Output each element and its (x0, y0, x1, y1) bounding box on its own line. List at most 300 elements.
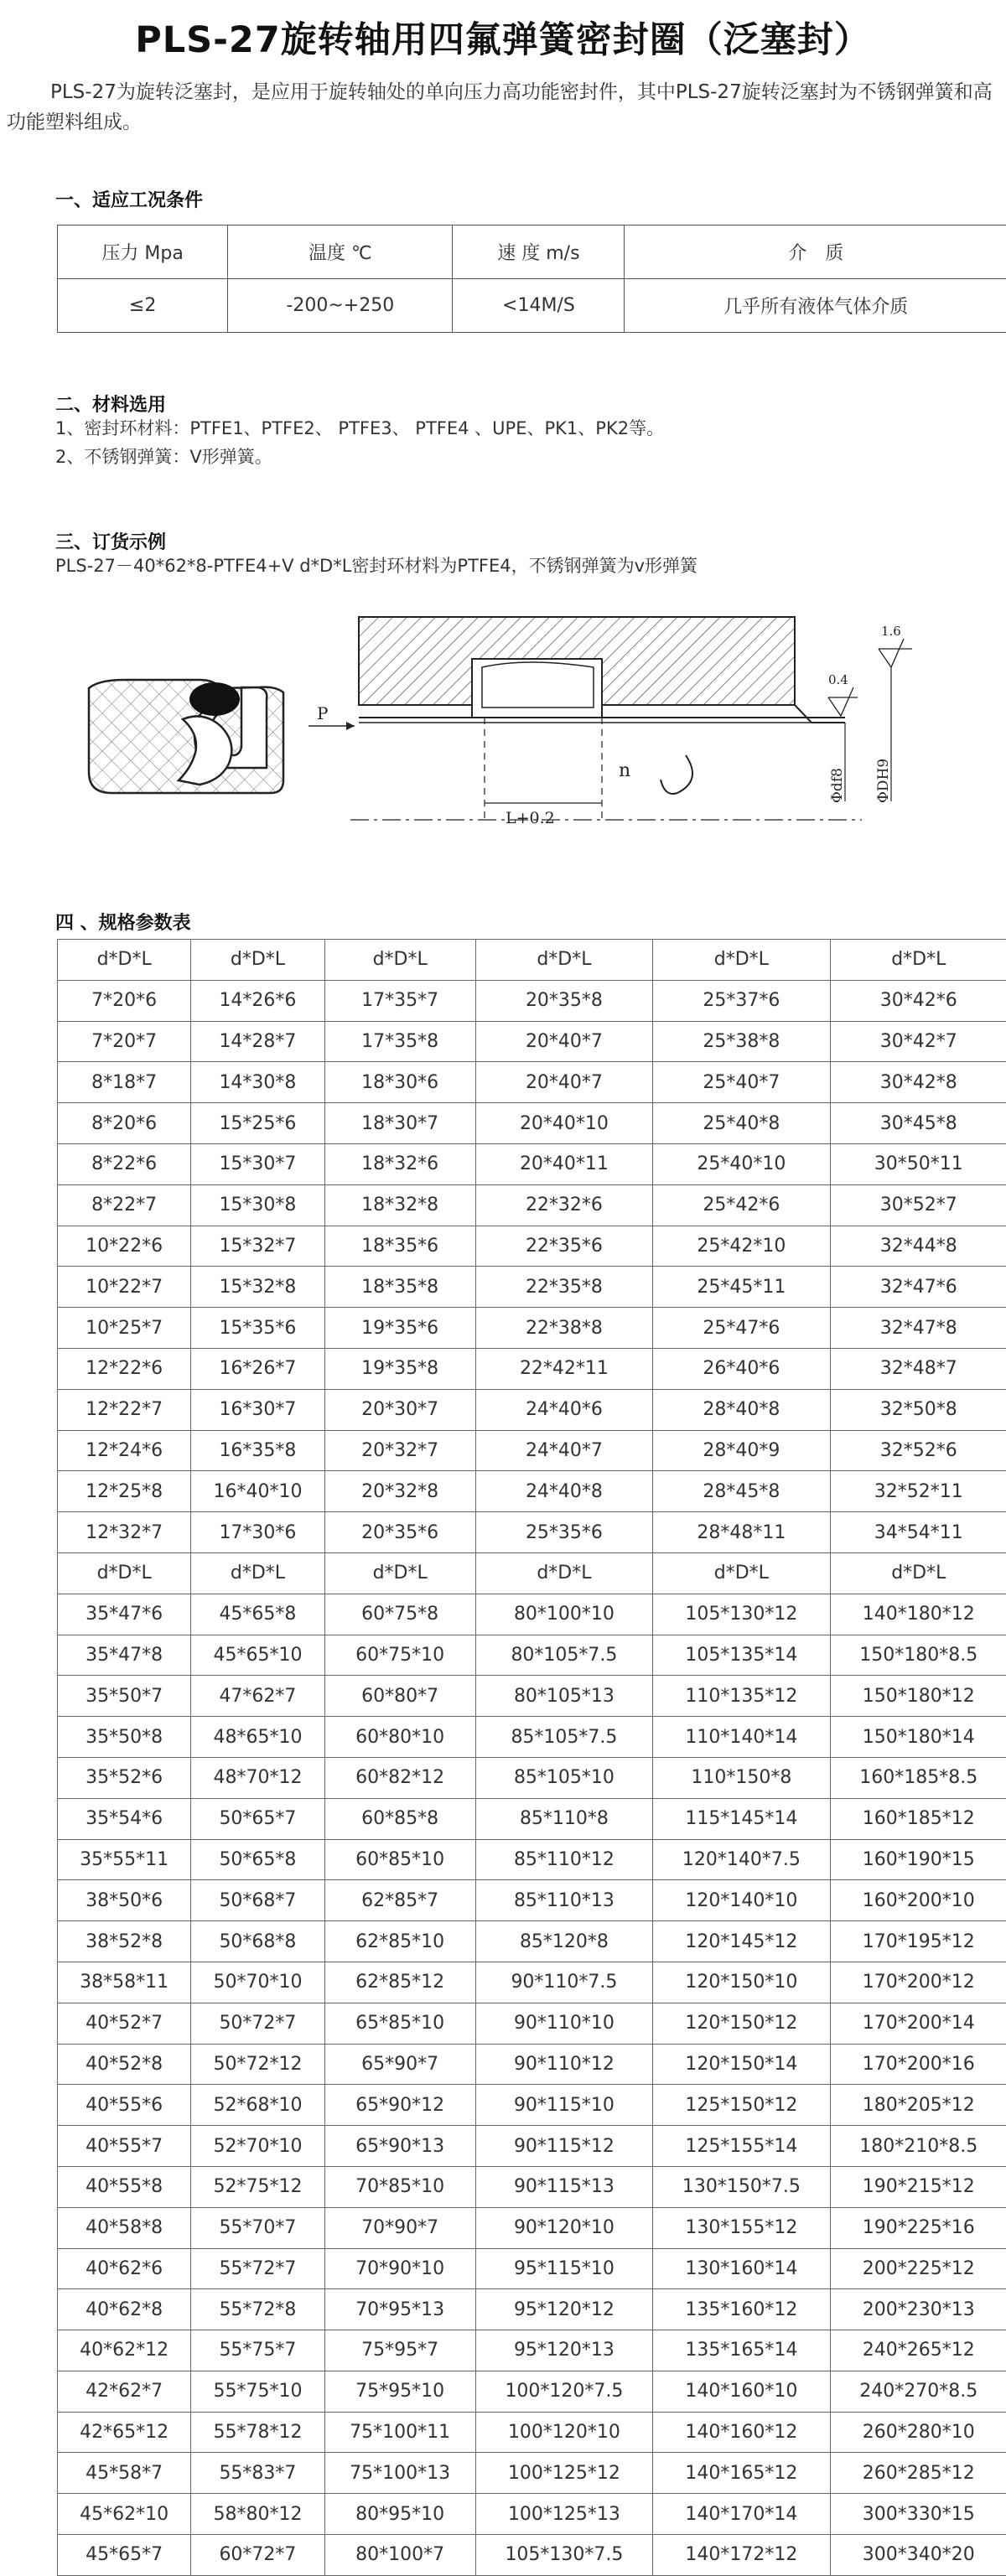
spec-cell: 24*40*8 (475, 1471, 652, 1512)
spec-cell: 60*85*10 (324, 1839, 475, 1880)
spec-cell: 120*150*10 (653, 1962, 830, 2003)
seal-cross-section (89, 680, 283, 793)
spec-header-cell: d*D*L (475, 940, 652, 981)
header-medium: 介 质 (625, 225, 1006, 279)
spec-cell: 125*150*12 (653, 2085, 830, 2126)
spec-header-cell: d*D*L (653, 1552, 830, 1594)
spec-cell: 95*120*12 (475, 2289, 652, 2330)
spec-cell: 18*32*8 (324, 1184, 475, 1226)
spec-cell: 160*185*12 (830, 1798, 1006, 1839)
value-pressure: ≤2 (58, 279, 228, 333)
spec-header-cell: d*D*L (191, 1552, 324, 1594)
spec-cell: 10*25*7 (58, 1308, 191, 1349)
conditions-header-row (58, 225, 1006, 279)
conditions-table (57, 225, 1006, 333)
value-temperature: -200~+250 (228, 279, 453, 333)
spec-cell: 42*62*7 (58, 2371, 191, 2412)
spec-cell: 15*30*7 (191, 1143, 324, 1184)
spec-cell: 32*47*6 (830, 1267, 1006, 1308)
spec-cell: 260*280*10 (830, 2412, 1006, 2453)
table-row (58, 1921, 1006, 1962)
table-row (58, 2453, 1006, 2494)
section-title-materials: 二、材料选用 (55, 391, 166, 417)
spec-cell: 70*90*10 (324, 2248, 475, 2289)
table-row (58, 2371, 1006, 2412)
spec-cell: 85*110*13 (475, 1880, 652, 1921)
spec-cell: 60*80*10 (324, 1717, 475, 1758)
spec-cell: 45*65*8 (191, 1594, 324, 1635)
spec-cell: 25*38*8 (653, 1021, 830, 1062)
spec-cell: 180*205*12 (830, 2085, 1006, 2126)
spec-cell: 18*30*6 (324, 1062, 475, 1103)
spec-cell: 170*200*16 (830, 2044, 1006, 2085)
spec-cell: 42*65*12 (58, 2412, 191, 2453)
spec-header-cell: d*D*L (324, 1552, 475, 1594)
spec-cell: 50*72*7 (191, 2003, 324, 2044)
spec-cell: 12*22*7 (58, 1389, 191, 1430)
spec-cell: 85*110*8 (475, 1798, 652, 1839)
table-row (58, 1226, 1006, 1267)
spec-cell: 35*50*8 (58, 1717, 191, 1758)
spec-cell: 25*40*10 (653, 1143, 830, 1184)
spec-cell: 50*70*10 (191, 1962, 324, 2003)
spec-cell: 140*160*10 (653, 2371, 830, 2412)
spec-cell: 60*80*7 (324, 1676, 475, 1717)
spec-cell: 15*35*6 (191, 1308, 324, 1349)
spec-cell: 140*180*12 (830, 1594, 1006, 1635)
materials-line-1: 1、密封环材料：PTFE1、PTFE2、 PTFE3、 PTFE4 、UPE、PK1、PK2等。 (55, 416, 664, 441)
table-row (58, 1880, 1006, 1921)
spec-cell: 40*58*8 (58, 2207, 191, 2248)
spec-cell: 40*55*6 (58, 2085, 191, 2126)
spec-cell: 25*40*7 (653, 1062, 830, 1103)
spec-cell: 55*72*7 (191, 2248, 324, 2289)
spec-cell: 80*95*10 (324, 2494, 475, 2535)
table-row (58, 1430, 1006, 1471)
spec-cell: 120*140*10 (653, 1880, 830, 1921)
spec-cell: 15*30*8 (191, 1184, 324, 1226)
spec-cell: 160*185*8.5 (830, 1757, 1006, 1798)
table-row (58, 2085, 1006, 2126)
spec-header-cell: d*D*L (324, 940, 475, 981)
spec-cell: 150*180*12 (830, 1676, 1006, 1717)
spec-cell: 40*52*8 (58, 2044, 191, 2085)
spec-cell: 10*22*7 (58, 1267, 191, 1308)
spec-cell: 75*100*11 (324, 2412, 475, 2453)
spec-cell: 60*75*8 (324, 1594, 475, 1635)
spec-cell: 40*62*8 (58, 2289, 191, 2330)
spec-cell: 30*52*7 (830, 1184, 1006, 1226)
spec-cell: 90*115*13 (475, 2166, 652, 2207)
spec-cell: 130*155*12 (653, 2207, 830, 2248)
spec-cell: 30*45*8 (830, 1103, 1006, 1144)
table-row (58, 2494, 1006, 2535)
rotation-label: n (619, 760, 630, 781)
spec-cell: 16*40*10 (191, 1471, 324, 1512)
spec-cell: 60*72*7 (191, 2535, 324, 2576)
spec-header-cell: d*D*L (191, 940, 324, 981)
spec-cell: 24*40*6 (475, 1389, 652, 1430)
spec-cell: 35*52*6 (58, 1757, 191, 1798)
table-row (58, 2166, 1006, 2207)
pressure-label: P (317, 703, 328, 723)
spec-cell: 80*105*13 (475, 1676, 652, 1717)
spec-cell: 85*105*10 (475, 1757, 652, 1798)
spec-cell: 70*85*10 (324, 2166, 475, 2207)
spec-cell: 240*270*8.5 (830, 2371, 1006, 2412)
spec-cell: 18*35*6 (324, 1226, 475, 1267)
spec-cell: 120*150*14 (653, 2044, 830, 2085)
spec-table (57, 939, 1006, 2576)
spec-cell: 150*180*8.5 (830, 1635, 1006, 1676)
spec-cell: 20*40*10 (475, 1103, 652, 1144)
spec-cell: 150*180*14 (830, 1717, 1006, 1758)
spec-cell: 25*47*6 (653, 1308, 830, 1349)
spec-cell: 75*95*7 (324, 2330, 475, 2371)
spec-cell: 50*65*7 (191, 1798, 324, 1839)
spec-cell: 40*52*7 (58, 2003, 191, 2044)
spec-cell: 45*62*10 (58, 2494, 191, 2535)
spec-cell: 120*150*12 (653, 2003, 830, 2044)
section-title-conditions: 一、适应工况条件 (55, 186, 203, 212)
spec-cell: 12*22*6 (58, 1348, 191, 1389)
spec-cell: 40*55*8 (58, 2166, 191, 2207)
spec-cell: 58*80*12 (191, 2494, 324, 2535)
table-row (58, 1308, 1006, 1349)
spec-cell: 20*32*7 (324, 1430, 475, 1471)
spec-cell: 120*140*7.5 (653, 1839, 830, 1880)
spec-cell: 65*90*12 (324, 2085, 475, 2126)
spec-cell: 14*30*8 (191, 1062, 324, 1103)
spec-cell: 17*30*6 (191, 1512, 324, 1553)
spec-cell: 22*42*11 (475, 1348, 652, 1389)
table-row (58, 1021, 1006, 1062)
spec-cell: 30*42*6 (830, 980, 1006, 1021)
spec-cell: 135*165*14 (653, 2330, 830, 2371)
spec-cell: 12*25*8 (58, 1471, 191, 1512)
spec-cell: 28*45*8 (653, 1471, 830, 1512)
spec-cell: 25*45*11 (653, 1267, 830, 1308)
spec-cell: 40*55*7 (58, 2126, 191, 2167)
spec-cell: 55*83*7 (191, 2453, 324, 2494)
spec-cell: 25*40*8 (653, 1103, 830, 1144)
spec-cell: 35*54*6 (58, 1798, 191, 1839)
header-temperature: 温度 ℃ (228, 225, 453, 279)
spec-cell: 20*32*8 (324, 1471, 475, 1512)
spec-cell: 12*24*6 (58, 1430, 191, 1471)
conditions-value-row (58, 279, 1006, 333)
spec-cell: 170*200*12 (830, 1962, 1006, 2003)
spec-cell: 19*35*6 (324, 1308, 475, 1349)
spec-cell: 18*35*8 (324, 1267, 475, 1308)
spec-cell: 62*85*7 (324, 1880, 475, 1921)
spec-cell: 48*65*10 (191, 1717, 324, 1758)
spec-cell: 16*26*7 (191, 1348, 324, 1389)
roughness-1-6-label: 1.6 (881, 624, 901, 639)
spec-cell: 170*200*14 (830, 2003, 1006, 2044)
spec-cell: 85*110*12 (475, 1839, 652, 1880)
spec-cell: 45*58*7 (58, 2453, 191, 2494)
value-speed: <14M/S (453, 279, 625, 333)
spec-cell: 28*40*9 (653, 1430, 830, 1471)
table-row (58, 1798, 1006, 1839)
spec-cell: 95*120*13 (475, 2330, 652, 2371)
spec-cell: 190*215*12 (830, 2166, 1006, 2207)
length-tolerance-label: L+0.2 (506, 809, 555, 827)
table-row (58, 1839, 1006, 1880)
spec-cell: 62*85*10 (324, 1921, 475, 1962)
spec-cell: 90*110*7.5 (475, 1962, 652, 2003)
spec-cell: 8*22*7 (58, 1184, 191, 1226)
spec-cell: 45*65*7 (58, 2535, 191, 2576)
spec-cell: 22*35*6 (475, 1226, 652, 1267)
spec-cell: 110*135*12 (653, 1676, 830, 1717)
table-row (58, 1471, 1006, 1512)
table-row (58, 1512, 1006, 1553)
spec-cell: 180*210*8.5 (830, 2126, 1006, 2167)
spec-cell: 20*40*7 (475, 1062, 652, 1103)
spec-cell: 160*200*10 (830, 1880, 1006, 1921)
spec-cell: 95*115*10 (475, 2248, 652, 2289)
spec-cell: 20*35*8 (475, 980, 652, 1021)
spec-cell: 19*35*8 (324, 1348, 475, 1389)
spec-cell: 140*170*14 (653, 2494, 830, 2535)
table-row (58, 1757, 1006, 1798)
spec-cell: 17*35*7 (324, 980, 475, 1021)
spec-cell: 50*72*12 (191, 2044, 324, 2085)
table-row (58, 2412, 1006, 2453)
spec-cell: 35*55*11 (58, 1839, 191, 1880)
spec-cell: 20*35*6 (324, 1512, 475, 1553)
spec-cell: 52*75*12 (191, 2166, 324, 2207)
spec-cell: 100*125*12 (475, 2453, 652, 2494)
spec-cell: 40*62*12 (58, 2330, 191, 2371)
spec-cell: 47*62*7 (191, 1676, 324, 1717)
spec-header-cell: d*D*L (58, 1552, 191, 1594)
spec-cell: 32*44*8 (830, 1226, 1006, 1267)
spec-cell: 50*68*8 (191, 1921, 324, 1962)
spec-cell: 65*90*7 (324, 2044, 475, 2085)
spec-cell: 55*75*10 (191, 2371, 324, 2412)
spec-cell: 105*130*7.5 (475, 2535, 652, 2576)
spec-header-cell: d*D*L (653, 940, 830, 981)
spec-cell: 80*105*7.5 (475, 1635, 652, 1676)
spec-cell: 100*120*7.5 (475, 2371, 652, 2412)
spec-cell: 300*330*15 (830, 2494, 1006, 2535)
spec-cell: 34*54*11 (830, 1512, 1006, 1553)
spec-cell: 8*20*6 (58, 1103, 191, 1144)
spec-cell: 24*40*7 (475, 1430, 652, 1471)
spec-cell: 90*120*10 (475, 2207, 652, 2248)
roughness-0-4-label: 0.4 (828, 672, 848, 687)
spec-cell: 70*90*7 (324, 2207, 475, 2248)
spec-cell: 140*160*12 (653, 2412, 830, 2453)
spec-cell: 32*47*8 (830, 1308, 1006, 1349)
spec-cell: 300*340*20 (830, 2535, 1006, 2576)
spec-cell: 70*95*13 (324, 2289, 475, 2330)
table-row (58, 1676, 1006, 1717)
spec-cell: 30*50*11 (830, 1143, 1006, 1184)
section-title-spec-table: 四 、规格参数表 (55, 909, 191, 935)
spec-cell: 22*38*8 (475, 1308, 652, 1349)
spec-cell: 7*20*6 (58, 980, 191, 1021)
groove-section (309, 617, 912, 827)
spec-cell: 35*47*6 (58, 1594, 191, 1635)
table-row (58, 2289, 1006, 2330)
spec-cell: 25*37*6 (653, 980, 830, 1021)
table-row (58, 2003, 1006, 2044)
page-title: PLS-27旋转轴用四氟弹簧密封圈（泛塞封） (0, 12, 1006, 63)
table-row (58, 1062, 1006, 1103)
spec-cell: 75*95*10 (324, 2371, 475, 2412)
spec-cell: 25*35*6 (475, 1512, 652, 1553)
spec-cell: 140*165*12 (653, 2453, 830, 2494)
spec-cell: 14*28*7 (191, 1021, 324, 1062)
table-row (58, 1103, 1006, 1144)
materials-line-2: 2、不锈钢弹簧：V形弹簧。 (55, 444, 272, 469)
spec-cell: 12*32*7 (58, 1512, 191, 1553)
spec-cell: 85*120*8 (475, 1921, 652, 1962)
spec-cell: 52*68*10 (191, 2085, 324, 2126)
spec-cell: 7*20*7 (58, 1021, 191, 1062)
spec-cell: 16*35*8 (191, 1430, 324, 1471)
spec-cell: 20*40*7 (475, 1021, 652, 1062)
table-row (58, 1348, 1006, 1389)
spec-cell: 38*50*6 (58, 1880, 191, 1921)
table-row (58, 2044, 1006, 2085)
spec-cell: 30*42*7 (830, 1021, 1006, 1062)
spec-cell: 32*48*7 (830, 1348, 1006, 1389)
spec-cell: 16*30*7 (191, 1389, 324, 1430)
spec-cell: 90*110*10 (475, 2003, 652, 2044)
spec-cell: 60*82*12 (324, 1757, 475, 1798)
spec-cell: 130*150*7.5 (653, 2166, 830, 2207)
spec-cell: 80*100*10 (475, 1594, 652, 1635)
spec-cell: 55*75*7 (191, 2330, 324, 2371)
spec-cell: 32*52*11 (830, 1471, 1006, 1512)
spec-cell: 10*22*6 (58, 1226, 191, 1267)
spec-cell: 120*145*12 (653, 1921, 830, 1962)
table-row (58, 1389, 1006, 1430)
spec-cell: 65*85*10 (324, 2003, 475, 2044)
spec-cell: 170*195*12 (830, 1921, 1006, 1962)
spec-cell: 45*65*10 (191, 1635, 324, 1676)
spec-cell: 62*85*12 (324, 1962, 475, 2003)
spec-cell: 200*230*13 (830, 2289, 1006, 2330)
spec-cell: 32*52*6 (830, 1430, 1006, 1471)
table-row (58, 1962, 1006, 2003)
spec-header-row (58, 1552, 1006, 1594)
spec-cell: 25*42*6 (653, 1184, 830, 1226)
spec-cell: 65*90*13 (324, 2126, 475, 2167)
spec-cell: 17*35*8 (324, 1021, 475, 1062)
spec-cell: 18*32*6 (324, 1143, 475, 1184)
spec-cell: 75*100*13 (324, 2453, 475, 2494)
table-row (58, 2330, 1006, 2371)
spec-header-row (58, 940, 1006, 981)
spec-cell: 15*32*8 (191, 1267, 324, 1308)
spec-cell: 110*150*8 (653, 1757, 830, 1798)
spec-cell: 26*40*6 (653, 1348, 830, 1389)
spec-cell: 38*58*11 (58, 1962, 191, 2003)
spec-cell: 200*225*12 (830, 2248, 1006, 2289)
spec-cell: 15*25*6 (191, 1103, 324, 1144)
table-row (58, 2248, 1006, 2289)
spec-cell: 90*110*12 (475, 2044, 652, 2085)
spec-cell: 35*50*7 (58, 1676, 191, 1717)
spec-cell: 8*22*6 (58, 1143, 191, 1184)
value-medium: 几乎所有液体气体介质 (625, 279, 1006, 333)
spec-cell: 130*160*14 (653, 2248, 830, 2289)
spec-cell: 85*105*7.5 (475, 1717, 652, 1758)
table-row (58, 1594, 1006, 1635)
spec-cell: 105*130*12 (653, 1594, 830, 1635)
spec-cell: 55*72*8 (191, 2289, 324, 2330)
spec-header-cell: d*D*L (830, 940, 1006, 981)
table-row (58, 2126, 1006, 2167)
spec-cell: 14*26*6 (191, 980, 324, 1021)
spec-cell: 18*30*7 (324, 1103, 475, 1144)
header-pressure: 压力 Mpa (58, 225, 228, 279)
table-row (58, 2535, 1006, 2576)
table-row (58, 1184, 1006, 1226)
spec-cell: 40*62*6 (58, 2248, 191, 2289)
section-title-order-example: 三、订货示例 (55, 528, 166, 554)
spec-cell: 135*160*12 (653, 2289, 830, 2330)
spec-cell: 140*172*12 (653, 2535, 830, 2576)
spec-cell: 22*35*8 (475, 1267, 652, 1308)
spec-cell: 50*68*7 (191, 1880, 324, 1921)
spec-cell: 38*52*8 (58, 1921, 191, 1962)
spec-cell: 240*265*12 (830, 2330, 1006, 2371)
spec-cell: 50*65*8 (191, 1839, 324, 1880)
spec-cell: 160*190*15 (830, 1839, 1006, 1880)
spec-cell: 20*40*11 (475, 1143, 652, 1184)
table-row (58, 2207, 1006, 2248)
spec-cell: 90*115*10 (475, 2085, 652, 2126)
table-row (58, 1717, 1006, 1758)
spec-cell: 105*135*14 (653, 1635, 830, 1676)
spec-header-cell: d*D*L (830, 1552, 1006, 1594)
seal-installation-drawing (74, 609, 929, 843)
spec-cell: 55*78*12 (191, 2412, 324, 2453)
spec-cell: 55*70*7 (191, 2207, 324, 2248)
spec-cell: 60*75*10 (324, 1635, 475, 1676)
spec-cell: 35*47*8 (58, 1635, 191, 1676)
table-row (58, 1143, 1006, 1184)
spec-cell: 260*285*12 (830, 2453, 1006, 2494)
spec-cell: 25*42*10 (653, 1226, 830, 1267)
spec-cell: 32*50*8 (830, 1389, 1006, 1430)
shaft-diameter-label: Φdf8 (829, 768, 846, 803)
spec-cell: 30*42*8 (830, 1062, 1006, 1103)
spec-cell: 125*155*14 (653, 2126, 830, 2167)
spec-cell: 100*120*10 (475, 2412, 652, 2453)
spec-cell: 80*100*7 (324, 2535, 475, 2576)
spec-cell: 15*32*7 (191, 1226, 324, 1267)
intro-paragraph: PLS-27为旋转泛塞封，是应用于旋转轴处的单向压力高功能密封件，其中PLS-27旋转泛塞封为不锈钢弹簧和高功能塑料组成。 (7, 77, 996, 137)
table-row (58, 1267, 1006, 1308)
table-row (58, 1635, 1006, 1676)
spec-cell: 48*70*12 (191, 1757, 324, 1798)
spec-cell: 8*18*7 (58, 1062, 191, 1103)
table-row (58, 980, 1006, 1021)
spec-header-cell: d*D*L (475, 1552, 652, 1594)
spec-cell: 90*115*12 (475, 2126, 652, 2167)
spec-cell: 52*70*10 (191, 2126, 324, 2167)
spec-header-cell: d*D*L (58, 940, 191, 981)
spec-cell: 60*85*8 (324, 1798, 475, 1839)
